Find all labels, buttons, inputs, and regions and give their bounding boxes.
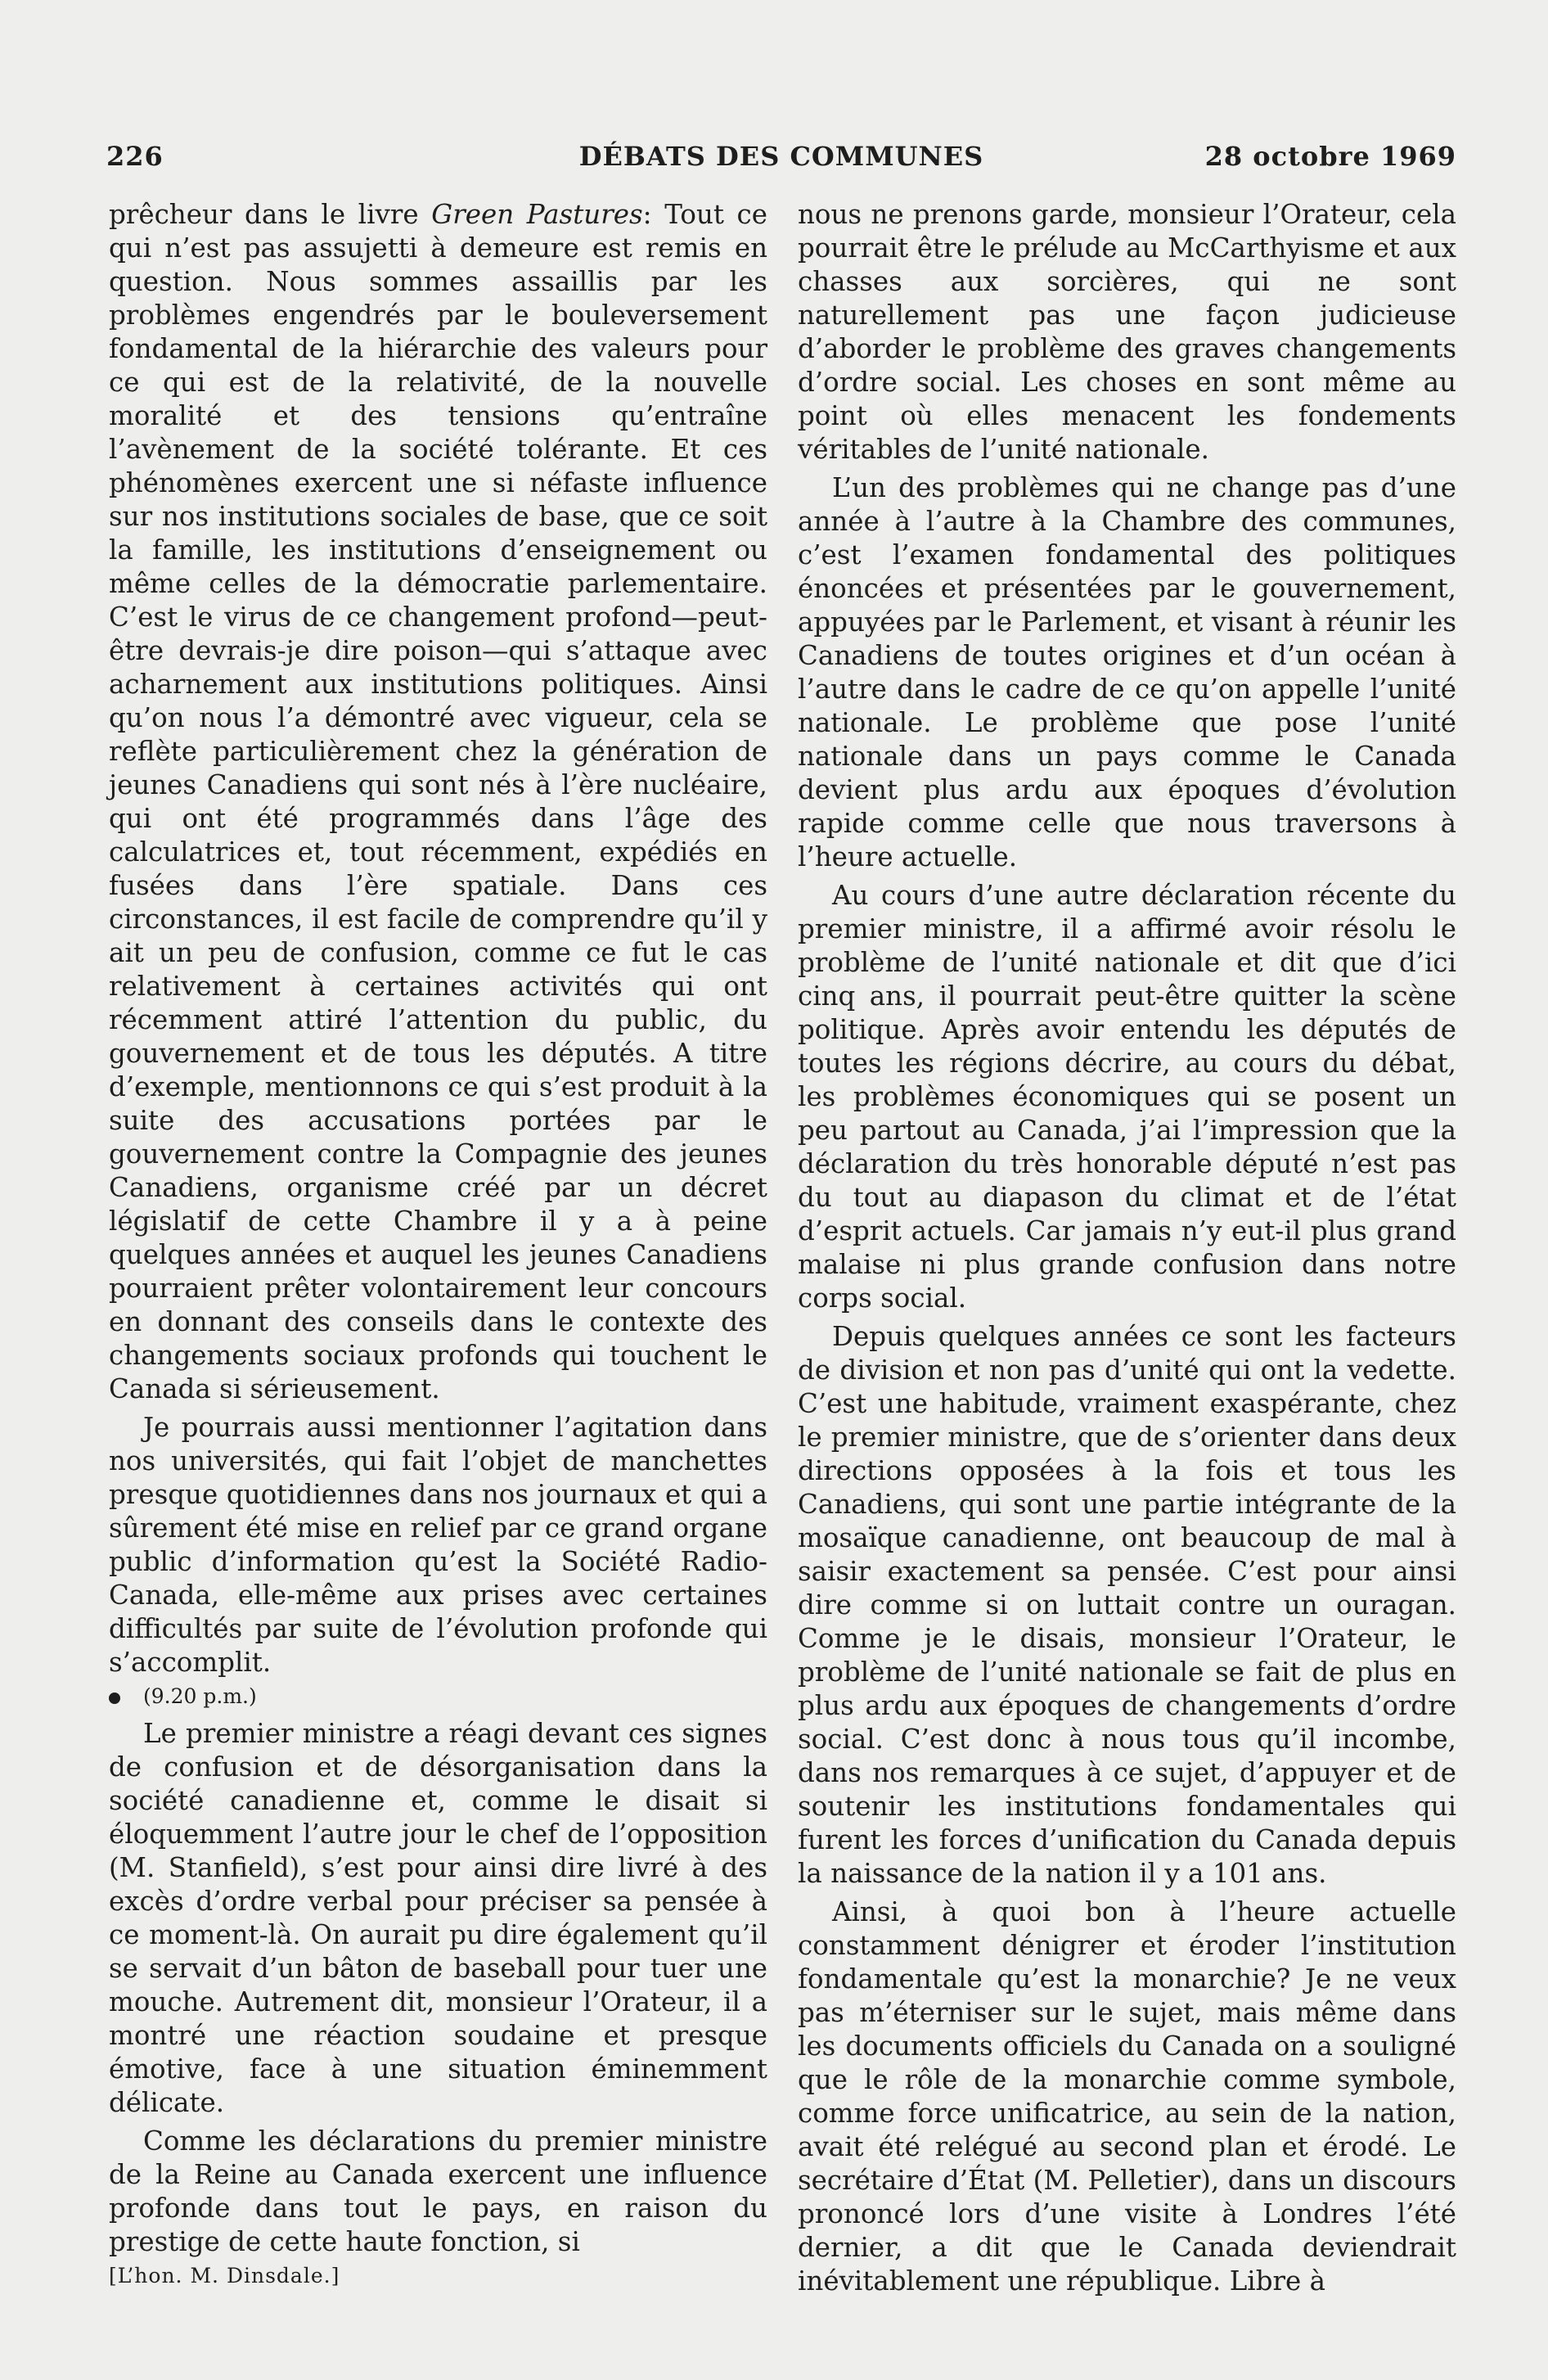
right-column — [798, 198, 1456, 2298]
book-title: Green Pastures — [431, 199, 643, 230]
paragraph: L’un des problèmes qui ne change pas d’une année à l’autre à la Chambre des communes, c’est l’examen fondamental des politiques énoncées et présentées par le gouvernement, appuyées par le Parlement, et visant à réunir les Canadiens de toutes origines et d’un océan à l’autre dans le cadre de ce qu’on appelle l’unité nationale. Le problème que pose l’unité nationale dans un pays comme le Canada devient plus ardu aux époques d’évolution rapide comme celle que nous traversons à l’heure actuelle. — [798, 472, 1456, 872]
bullet-icon — [109, 1693, 120, 1704]
paragraph-text: prêcheur dans le livre — [109, 199, 432, 230]
time-marker-text: (9.20 p.m.) — [143, 1684, 257, 1708]
left-column — [109, 198, 767, 2288]
paragraph: Ainsi, à quoi bon à l’heure actuelle constamment dénigrer et éroder l’institution fondamentale qu’est la monarchie? Je ne veux pas m’éterniser sur le sujet, mais même dans les documents officiels du Canada on a souligné que le rôle de la monarchie comme symbole, comme force unificatrice, au sein de la nation, avait été relégué au second plan et érodé. Le secrétaire d’État (M. Pelletier), dans un discours prononcé lors d’une visite à Londres l’été dernier, a dit que le Canada deviendrait inévitablement une république. Libre à — [798, 1896, 1456, 2297]
paragraph-text: : Tout ce qui n’est pas assujetti à demeure est remis en question. Nous sommes assaillis par les problèmes engendrés par le bouleversement fondamental de la hiérarchie des valeurs pour ce qui est de la relativité, de la nouvelle moralité et des tensions qu’entraîne l’avènement de la société tolérante. Et ces phénomènes exercent une si néfaste influence sur nos institutions sociales de base, que ce soit la famille, les institutions d’enseignement ou même celles de la démocratie parlementaire. C’est le virus de ce changement profond—peut-être devrais-je dire poison—qui s’attaque avec acharnement aux institutions politiques. Ainsi qu’on nous l’a démontré avec vigueur, cela se reflète particulièrement chez la génération de jeunes Canadiens qui sont nés à l’ère nucléaire, qui ont été programmés dans l’âge des calculatrices et, tout récemment, expédiés en fusées dans l’ère spatiale. Dans ces circonstances, il est facile de comprendre qu’il y ait un peu de confusion, comme ce fut le cas relativement à certaines activités qui ont récemment attiré l’attention du public, du gouvernement et de tous les députés. A titre d’exemple, mentionnons ce qui s’est produit à la suite des accusations portées par le gouvernement contre la Compagnie des jeunes Canadiens, organisme créé par un décret législatif de cette Chambre il y a à peine quelques années et auquel les jeunes Canadiens pourraient prêter volontairement leur concours en donnant des conseils dans le contexte des changements sociaux profonds qui touchent le Canada si sérieusement. — [109, 199, 767, 1404]
time-marker — [109, 1684, 767, 1709]
speaker-attribution: [L’hon. M. Dinsdale.] — [109, 2264, 340, 2288]
page-date: 28 octobre 1969 — [1204, 141, 1456, 172]
paragraph: Comme les déclarations du premier ministre de la Reine au Canada exercent une influence profonde dans tout le pays, en raison du prestige de cette haute fonction, si — [109, 2125, 767, 2257]
page-title: DÉBATS DES COMMUNES — [578, 141, 984, 172]
paragraph: Le premier ministre a réagi devant ces signes de confusion et de désorganisation dans la société canadienne et, comme le disait si éloquemment l’autre jour le chef de l’opposition (M. Stanfield), s’est pour ainsi dire livré à des excès d’ordre verbal pour préciser sa pensée à ce moment-là. On aurait pu dire également qu’il se servait d’un bâton de baseball pour tuer une mouche. Autrement dit, monsieur l’Orateur, il a montré une réaction soudaine et presque émotive, face à une situation éminemment délicate. — [109, 1718, 767, 2118]
page-header — [106, 141, 1456, 182]
paragraph: Je pourrais aussi mentionner l’agitation dans nos universités, qui fait l’objet de manchettes presque quotidiennes dans nos journaux et qui a sûrement été mise en relief par ce grand organe public d’information qu’est la Société Radio-Canada, elle-même aux prises avec certaines difficultés par suite de l’évolution profonde qui s’accomplit. — [109, 1412, 767, 1678]
page-number: 226 — [106, 141, 164, 172]
paragraph — [109, 198, 767, 1406]
paragraph: Au cours d’une autre déclaration récente du premier ministre, il a affirmé avoir résolu le problème de l’unité nationale et dit que d’ici cinq ans, il pourrait peut-être quitter la scène politique. Après avoir entendu les députés de toutes les régions décrire, au cours du débat, les problèmes économiques qui se posent un peu partout au Canada, j’ai l’impression que la déclaration du très honorable député n’est pas du tout au diapason du climat et de l’état d’esprit actuels. Car jamais n’y eut-il plus grand malaise ni plus grande confusion dans notre corps social. — [798, 880, 1456, 1314]
paragraph: Depuis quelques années ce sont les facteurs de division et non pas d’unité qui ont la vedette. C’est une habitude, vraiment exaspérante, chez le premier ministre, que de s’orienter dans deux directions opposées à la fois et tous les Canadiens, qui sont une partie intégrante de la mosaïque canadienne, ont beaucoup de mal à saisir exactement sa pensée. C’est pour ainsi dire comme si on luttait contre un ouragan. Comme je le disais, monsieur l’Orateur, le problème de l’unité nationale se fait de plus en plus ardu aux époques de changements d’ordre social. C’est donc à nous tous qu’il incombe, dans nos remarques à ce sujet, d’appuyer et de soutenir les institutions fondamentales qui furent les forces d’unification du Canada depuis la naissance de la nation il y a 101 ans. — [798, 1321, 1456, 1889]
paragraph: nous ne prenons garde, monsieur l’Orateur, cela pourrait être le prélude au McCarthyisme et aux chasses aux sorcières, qui ne sont naturellement pas une façon judicieuse d’aborder le problème des graves changements d’ordre social. Les choses en sont même au point où elles menacent les fondements véritables de l’unité nationale. — [798, 199, 1456, 465]
